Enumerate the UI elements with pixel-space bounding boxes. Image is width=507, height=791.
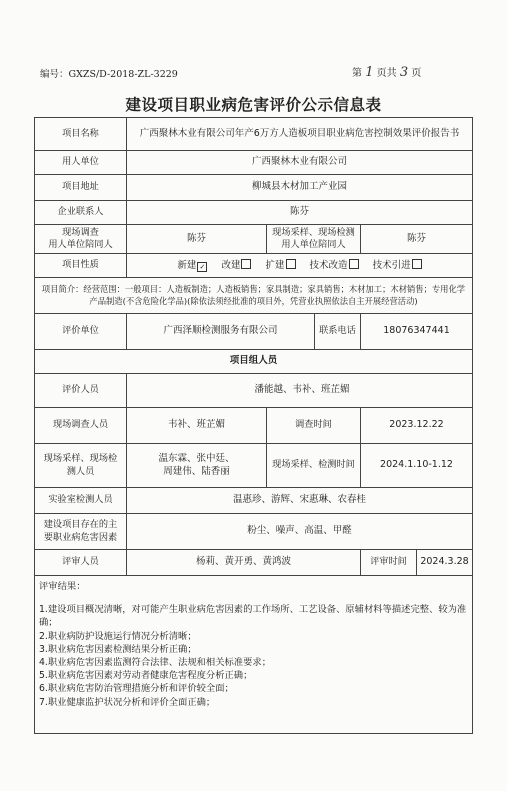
row-evaluators <box>35 374 473 408</box>
row-employer <box>35 151 473 175</box>
hazards-value: 粉尘、噪声、高温、甲醛 <box>127 514 473 550</box>
review-item-5: 5.职业病危害因素对劳动者健康危害程度分析正确； <box>39 670 253 682</box>
reviewers-label: 评审人员 <box>35 550 127 576</box>
eval-unit-label: 评价单位 <box>35 314 127 350</box>
lab-staff-value: 温惠珍、游辉、宋惠琳、农春桂 <box>127 488 473 514</box>
nature-option-new <box>177 260 207 271</box>
project-name-label: 项目名称 <box>35 118 127 151</box>
page-current: 1 <box>365 65 374 80</box>
contact-value: 陈芬 <box>127 201 473 225</box>
field-survey-label: 现场调查人员 <box>35 408 127 444</box>
review-item-6: 6.职业病危害防治管理措施分析和评价较全面； <box>39 683 234 695</box>
review-item-7: 7.职业健康监护状况分析和评价全面正确； <box>39 696 216 708</box>
page-title: 建设项目职业病危害评价公示信息表 <box>125 96 382 114</box>
row-review-results <box>35 576 473 734</box>
row-field-survey <box>35 408 473 444</box>
row-brief <box>35 278 473 314</box>
sampling-staff-value: 温东霖、张中廷、 周建伟、陆香丽 <box>127 444 267 488</box>
address-label: 项目地址 <box>35 175 127 201</box>
page-mid: 页共 <box>376 68 397 79</box>
checkbox-icon <box>241 259 251 269</box>
lab-staff-label: 实验室检测人员 <box>35 488 127 514</box>
page-prefix: 第 <box>352 68 362 79</box>
survey-time-value: 2023.12.22 <box>361 408 473 444</box>
row-project-name <box>35 118 473 151</box>
review-time-label: 评审时间 <box>361 550 417 576</box>
document-number: 编号：GXZS/D-2018-ZL-3229 <box>40 69 178 80</box>
page-indicator <box>352 64 421 80</box>
page-suffix: 页 <box>411 68 422 79</box>
survey-companion-label: 现场调查 用人单位陪同人 <box>35 225 127 254</box>
nature-option-tech-import <box>373 260 422 271</box>
row-companions <box>35 225 473 254</box>
review-time-value: 2024.3.28 <box>417 550 473 576</box>
eval-unit-value: 广西泽顺检测服务有限公司 <box>127 314 315 350</box>
row-contact <box>35 201 473 225</box>
sampling-companion-value: 陈芬 <box>361 225 473 254</box>
team-heading: 项目组人员 <box>35 350 473 374</box>
option-label: 改建 <box>221 259 241 271</box>
row-sampling <box>35 444 473 488</box>
evaluators-label: 评价人员 <box>35 374 127 408</box>
review-item-3: 3.职业病危害因素检测结果分析正确； <box>39 643 197 655</box>
page-total: 3 <box>399 65 409 80</box>
project-name-value: 广西聚林木业有限公司年产6万方人造板项目职业病危害控制效果评价报告书 <box>127 118 473 151</box>
reviewers-value: 杨莉、黄开勇、黄鸿波 <box>127 550 361 576</box>
option-label: 新建 <box>177 259 197 271</box>
evaluators-value: 潘能越、韦补、班芷媚 <box>127 374 473 408</box>
sampling-time-label: 现场采样、检测时间 <box>267 444 361 488</box>
option-label: 技术引进 <box>372 259 411 271</box>
sampling-time-value: 2024.1.10-1.12 <box>361 444 473 488</box>
review-results <box>35 576 473 734</box>
row-lab <box>35 488 473 514</box>
option-label: 扩建 <box>265 259 285 271</box>
row-hazards <box>35 514 473 550</box>
row-reviewers <box>35 550 473 576</box>
field-survey-value: 韦补、班芷媚 <box>127 408 267 444</box>
contact-label: 企业联系人 <box>35 201 127 225</box>
checkbox-icon <box>412 259 422 269</box>
phone-label: 联系电话 <box>315 314 361 350</box>
phone-value: 18076347441 <box>361 314 473 350</box>
employer-label: 用人单位 <box>35 151 127 175</box>
nature-options <box>127 254 473 278</box>
option-label: 技术改造 <box>309 259 348 271</box>
review-heading: 评审结果： <box>39 581 86 592</box>
row-address <box>35 175 473 201</box>
row-nature <box>35 254 473 278</box>
review-item-1: 1.建设项目概况清晰，对可能产生职业病危害因素的工作场所、工艺设备、原辅材料等描述完整、较为准确； <box>39 604 467 629</box>
sampling-staff-label: 现场采样、现场检 测人员 <box>35 444 127 488</box>
survey-time-label: 调查时间 <box>267 408 361 444</box>
sampling-companion-label: 现场采样、现场检测 用人单位陪同人 <box>267 225 361 254</box>
checked-box-icon <box>197 262 207 272</box>
project-brief: 项目简介：经营范围：一般项目：人造板制造；人造板销售；家具制造；家具销售；木材加工；木材销售；专用化学产品制造(不含危险化学品)(除依法须经批准的项目外，凭营业执照依法自主开展经营活动) <box>35 278 473 314</box>
address-value: 柳城县木材加工产业园 <box>127 175 473 201</box>
info-table <box>34 117 473 734</box>
row-team-heading <box>35 350 473 374</box>
review-item-4: 4.职业病危害因素监测符合法律、法规和相关标准要求； <box>39 656 271 668</box>
checkbox-icon <box>286 259 296 269</box>
nature-option-rebuild <box>221 260 251 271</box>
row-eval-unit <box>35 314 473 350</box>
survey-companion-value: 陈芬 <box>127 225 267 254</box>
employer-value: 广西聚林木业有限公司 <box>127 151 473 175</box>
review-item-2: 2.职业病防护设施运行情况分析清晰； <box>39 630 197 642</box>
hazards-label: 建设项目存在的主 要职业病危害因素 <box>35 514 127 550</box>
checkbox-icon <box>349 259 359 269</box>
nature-label: 项目性质 <box>35 254 127 278</box>
nature-option-expand <box>266 260 296 271</box>
nature-option-tech-upgrade <box>310 260 359 271</box>
